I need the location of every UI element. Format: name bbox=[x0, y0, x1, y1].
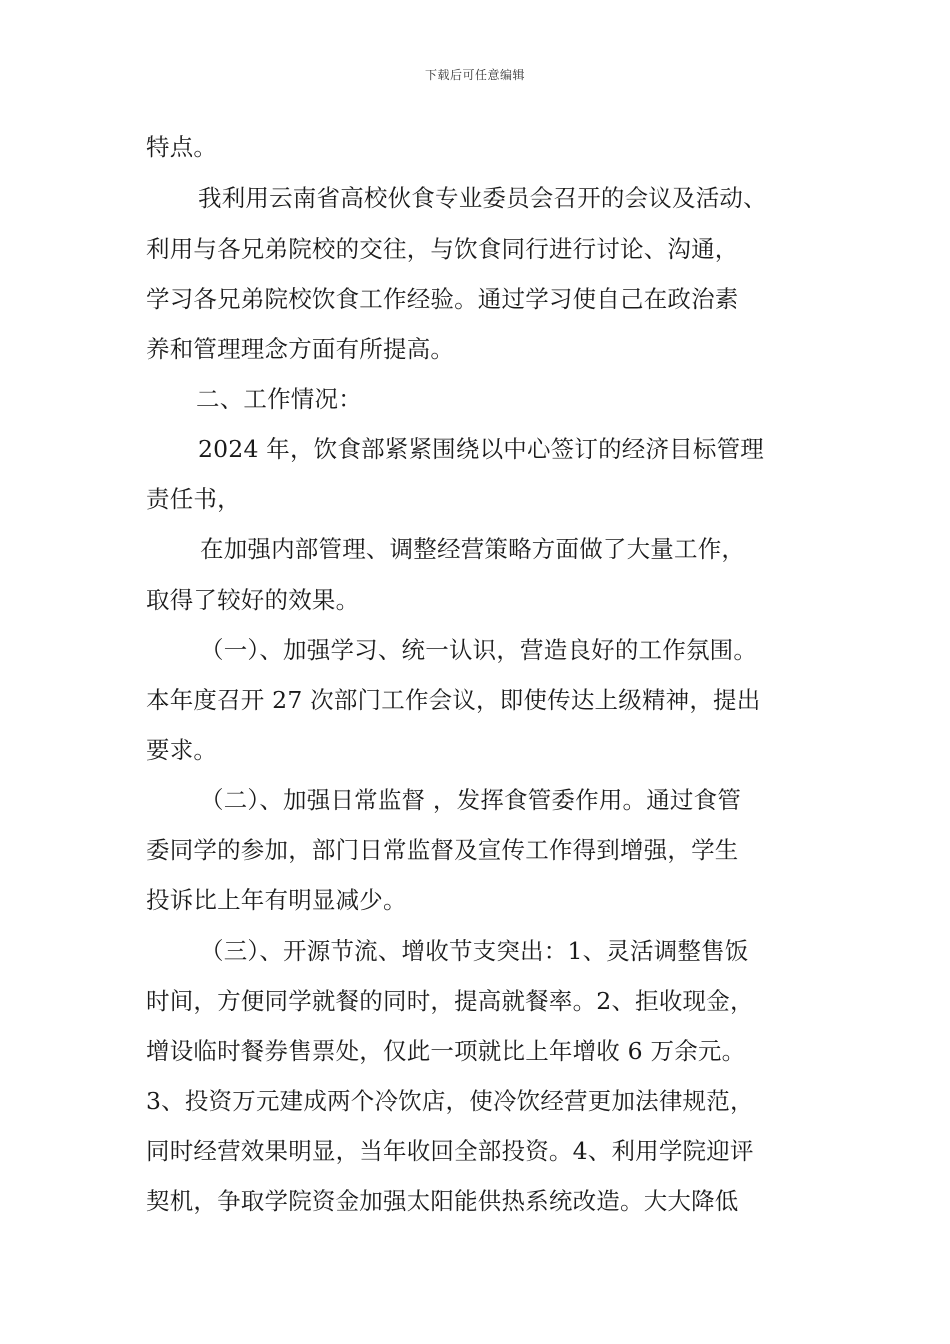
text-line: 特点。 bbox=[146, 133, 218, 161]
text-line: 本年度召开 27 次部门工作会议，即使传达上级精神，提出 bbox=[146, 686, 761, 714]
text-line: 同时经营效果明显，当年收回全部投资。4、利用学院迎评 bbox=[146, 1137, 754, 1165]
text-line: 委同学的参加，部门日常监督及宣传工作得到增强，学生 bbox=[146, 836, 739, 864]
text-line: 在加强内部管理、调整经营策略方面做了大量工作， bbox=[200, 535, 746, 563]
page-header: 下载后可任意编辑 bbox=[424, 68, 525, 82]
text-line: 2024 年，饮食部紧紧围绕以中心签订的经济目标管理 bbox=[198, 435, 764, 463]
text-line: 学习各兄弟院校饮食工作经验。通过学习使自己在政治素 bbox=[146, 285, 739, 313]
text-line: 投诉比上年有明显减少。 bbox=[146, 886, 407, 914]
text-line: （二）、加强日常监督 ，发挥食管委作用。通过食管 bbox=[200, 786, 742, 814]
section-heading: 二、工作情况： bbox=[196, 385, 362, 413]
text-line: （三）、开源节流、增收节支突出：1、灵活调整售饭 bbox=[200, 937, 749, 965]
text-line: （一）、加强学习、统一认识，营造良好的工作氛围。 bbox=[200, 636, 758, 664]
text-line: 3、投资万元建成两个冷饮店，使冷饮经营更加法律规范， bbox=[146, 1087, 754, 1115]
text-line: 增设临时餐券售票处，仅此一项就比上年增收 6 万余元。 bbox=[146, 1037, 746, 1065]
text-line: 取得了较好的效果。 bbox=[146, 586, 360, 614]
text-line: 时间，方便同学就餐的同时，提高就餐率。2、拒收现金， bbox=[146, 987, 754, 1015]
text-line: 契机，争取学院资金加强太阳能供热系统改造。大大降低 bbox=[146, 1187, 739, 1215]
text-line: 责任书， bbox=[146, 485, 241, 513]
text-line: 要求。 bbox=[146, 736, 218, 764]
text-line: 利用与各兄弟院校的交往，与饮食同行进行讨论、沟通， bbox=[146, 235, 739, 263]
text-line: 养和管理理念方面有所提高。 bbox=[146, 335, 455, 363]
text-line: 我利用云南省高校伙食专业委员会召开的会议及活动、 bbox=[198, 184, 767, 212]
